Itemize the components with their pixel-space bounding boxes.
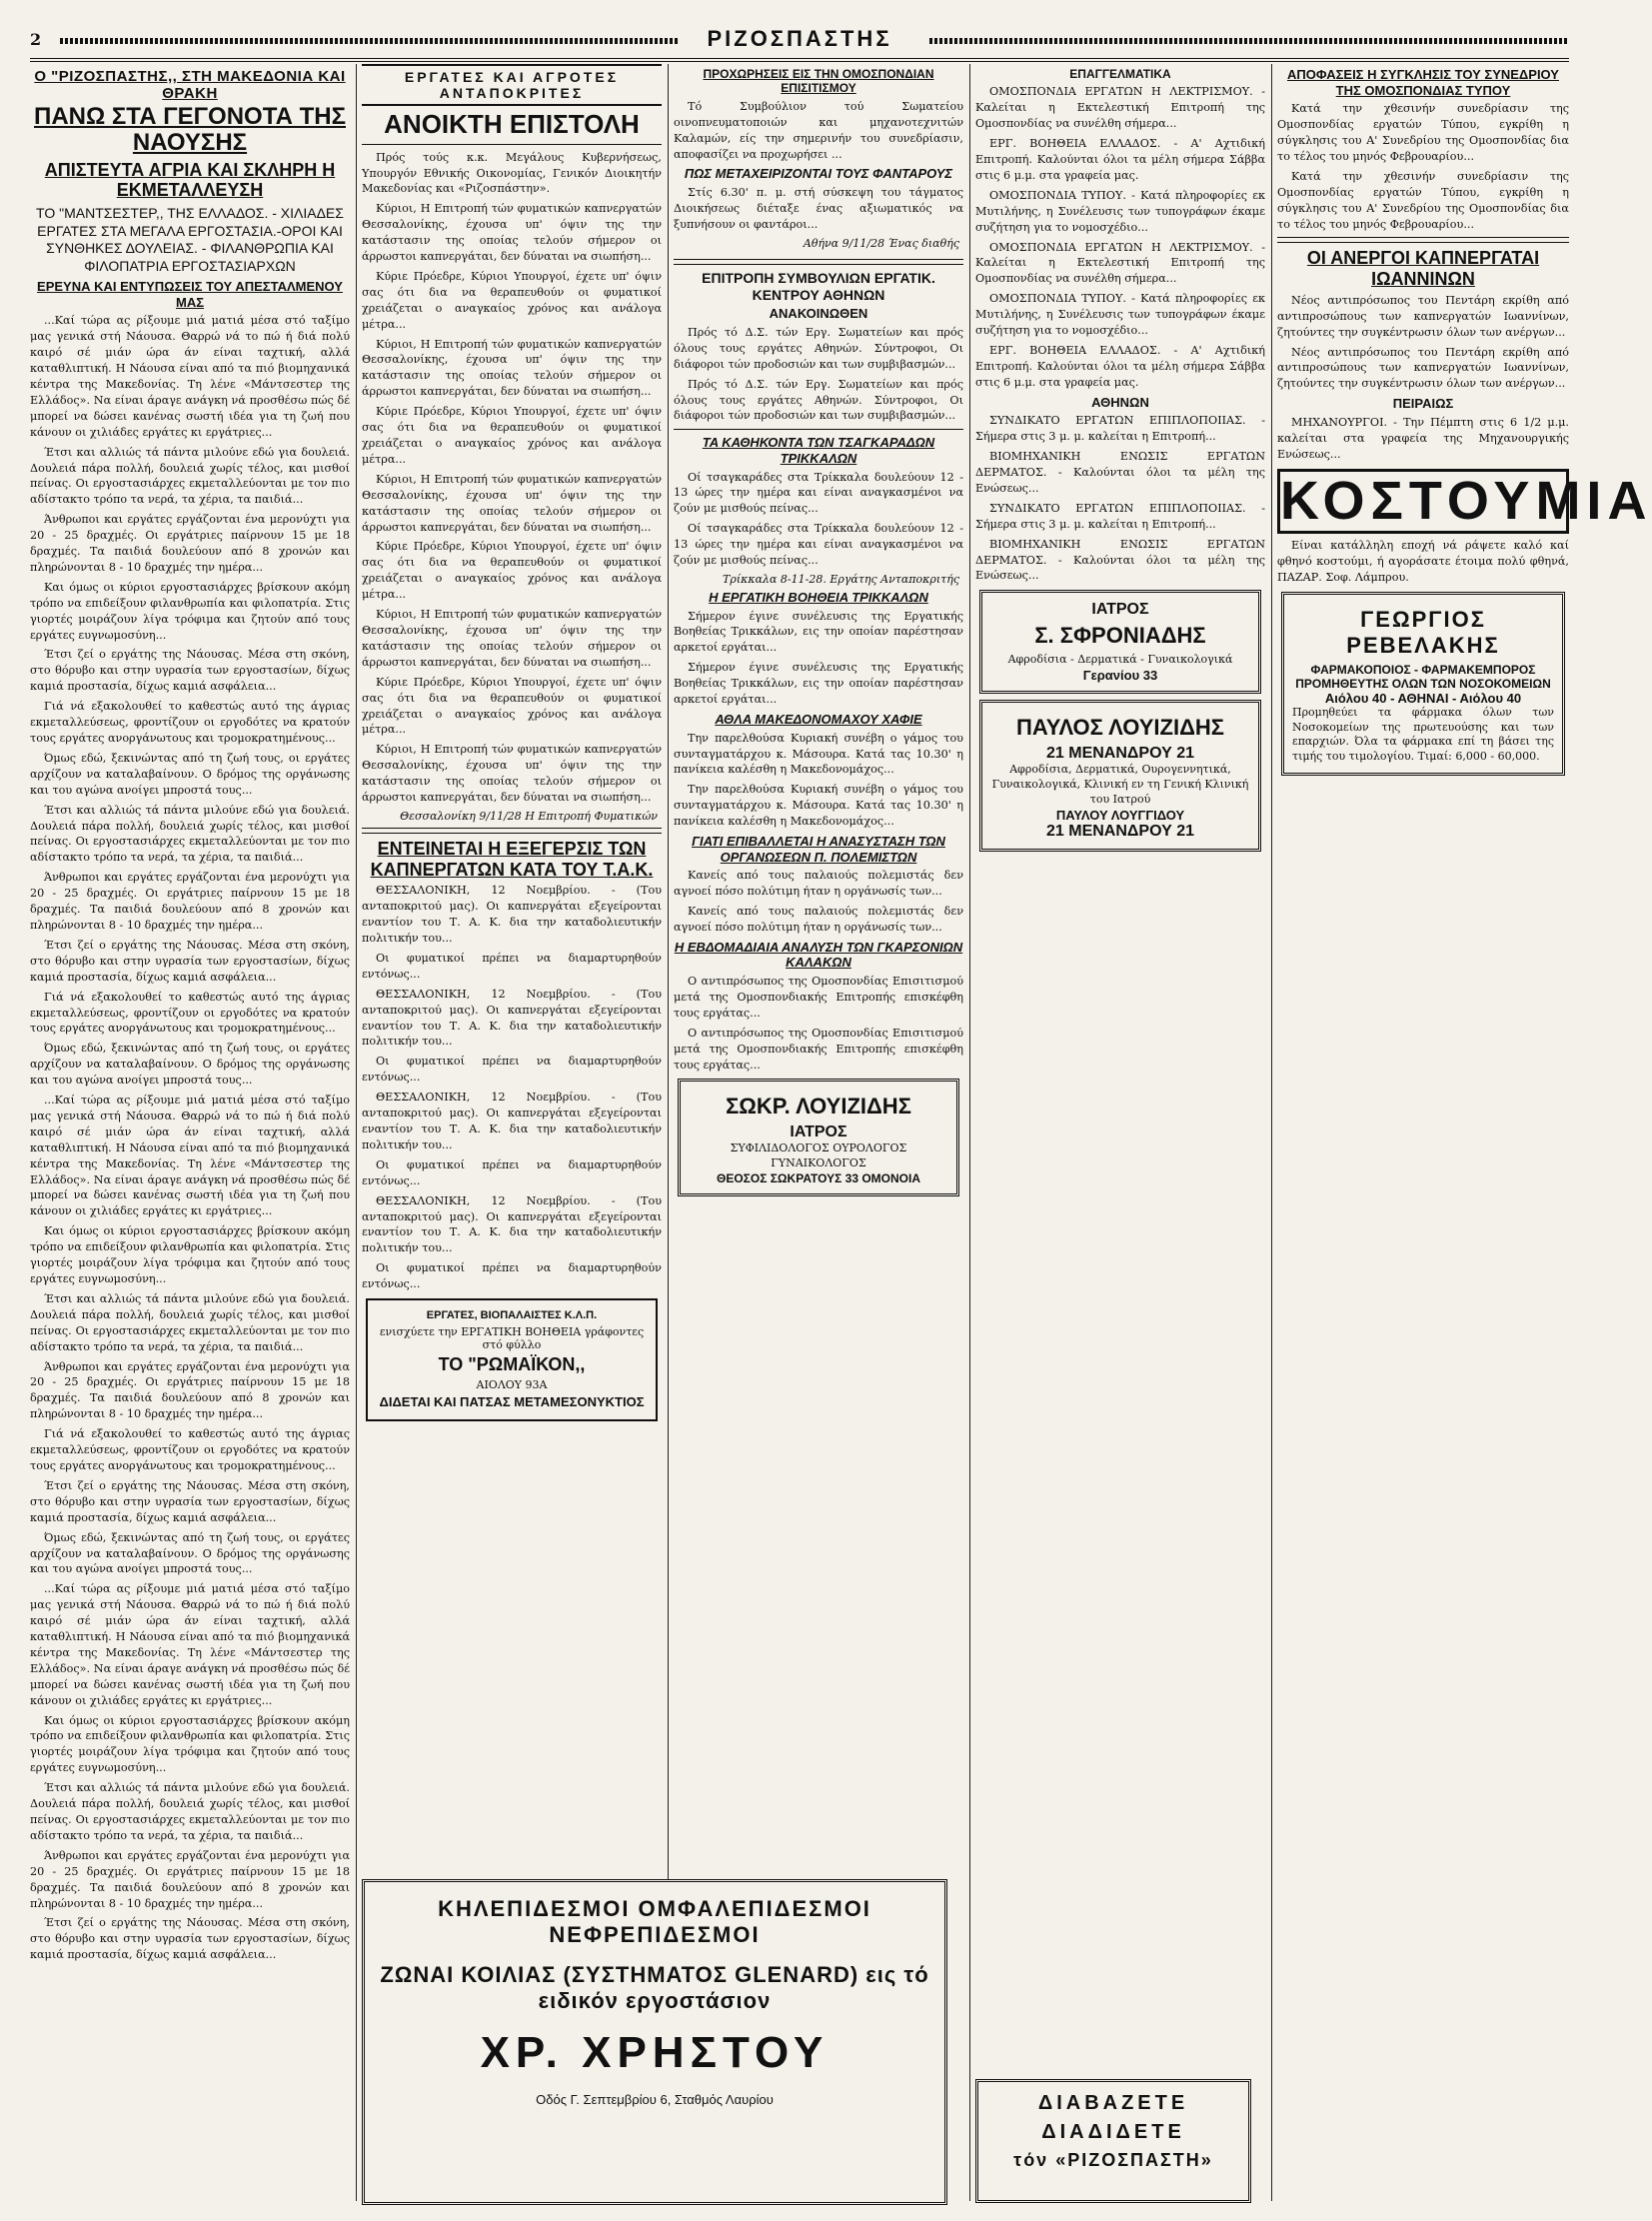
ad-line: τόν «ΡΙΖΟΣΠΑΣΤΗ» (1013, 2150, 1213, 2170)
paragraph: Τό Συμβούλιον τού Σωματείου οινοπνευματοποιών και μηχανοτεχνιτών Καλαμών, είς την σημερινήν του συνεδρίασιν, αποφασίζει να προχωρήσει ... (674, 99, 963, 161)
paragraph: Έτσι και αλλιώς τά πάντα μιλούνε εδώ για δουλειά. Δουλειά πάρα πολλή, δουλειά χωρίς τέλος, και μισθοί πείνας. Οι εργοστασιάρχες εκμεταλλεύονται με τον πιο αδίστακτο τρόπο τα νερά, τα χέρια, τα παιδιά... (30, 1781, 350, 1842)
headline-committee: ΕΠΙΤΡΟΠΗ ΣΥΜΒΟΥΛΙΩΝ ΕΡΓΑΤΙΚ. ΚΕΝΤΡΟΥ ΑΘΗΝΩΝ (702, 269, 935, 303)
paragraph: Έτσι και αλλιώς τά πάντα μιλούνε εδώ για δουλειά. Δουλειά πάρα πολλή, δουλειά χωρίς τέλος, και μισθοί πείνας. Οι εργοστασιάρχες εκμεταλλεύονται με τον πιο αδίστακτο τρόπο τα νερά, τα χέρια, τα παιδιά... (30, 803, 350, 865)
paragraph: ...Καί τώρα ας ρίξουμε μιά ματιά μέσα στό ταξίμο μας γενικά στή Νάουσα. Θαρρώ νά το πώ ή διά πολύ καιρό σέ μιάν ώρα άν είναι ταχτική, αλλά καταθλιπτική. Η Νάουσα είναι από τα πιό βιομηχανικά κέντρα της Μακεδονίας. Τη λένε «Μάντσεστερ της Ελλάδος». Να είναι άραγε ανάγκη νά προσθέσω πώς δέ μπορεί να δώσει κανένας σωστή ιδέα για τη ζωή που κάνουν οι χιλιάδες εργάτες κι εργάτριες... (30, 314, 350, 439)
paragraph: ΣΥΝΔΙΚΑΤΟ ΕΡΓΑΤΩΝ ΕΠΙΠΛΟΠΟΙΙΑΣ. - Σήμερα στις 3 μ. μ. καλείται η Επιτροπή... (975, 414, 1265, 444)
ad-sfroniadis (979, 590, 1261, 694)
ad-name: ΣΩΚΡ. ΛΟΥΙΖΙΔΗΣ (726, 1094, 911, 1119)
paragraph: ΟΜΟΣΠΟΝΔΙΑ ΤΥΠΟΥ. - Κατά πληροφορίες εκ Μυτιλήνης, η Συνέλευσις των τυπογράφων έκαμε συζήτηση για το νομοσχέδιο... (975, 292, 1265, 338)
col3-top (674, 64, 963, 254)
paragraph: Και όμως οι κύριοι εργοστασιάρχες βρίσκουν ακόμη τρόπο να επιδείξουν φιλανθρωπία και φιλοπατρία. Στις γιορτές μοιράζουν λίγα τρόφιμα και ζητούν από τους εργάτες ευγνωμοσύνη... (30, 1224, 350, 1285)
paragraph: Άνθρωποι και εργάτες εργάζονται ένα μερονύχτι για 20 - 25 δραχμές. Οι εργάτριες παίρνουν 15 με 18 δραχμές. Τα παιδιά δουλεύουν από 8 χρονών και πληρώνονται 8 - 10 δραχμές την ημέρα... (30, 1359, 350, 1421)
col3-left (674, 64, 963, 254)
headline-polemistes: ΓΙΑΤΙ ΕΠΙΒΑΛΛΕΤΑΙ Η ΑΝΑΣΥΣΤΑΣΗ ΤΩΝ ΟΡΓΑΝΩΣΕΩΝ Π. ΠΟΛΕΜΙΣΤΩΝ (692, 834, 945, 865)
paragraph: Ο αντιπρόσωπος της Ομοσπονδίας Επισιτισμού μετά της Ομοσπονδιακής Επιτροπής επισκέφθη τους εργάτας... (674, 1026, 963, 1072)
section-peiraios: ΠΕΙΡΑΙΩΣ (1392, 396, 1454, 412)
signature: Θεσσαλονίκη 9/11/28 Η Επιτροπή Φυματικών (400, 809, 658, 823)
announcement-label: ΑΝΑΚΟΙΝΩΘΕΝ (769, 306, 868, 322)
section-kicker: Ο "ΡΙΖΟΣΠΑΣΤΗΣ,, ΣΤΗ ΜΑΚΕΔΟΝΙΑ ΚΑΙ ΘΡΑΚΗ (34, 68, 346, 102)
paragraph: ΘΕΣΣΑΛΟΝΙΚΗ, 12 Νοεμβρίου. - (Του ανταποκριτού μας). Οι καπνεργάται εξεγείρονται εναντίον του Τ. Α. Κ. δια την καταδολιευτικήν πολιτικήν του... (362, 1091, 662, 1151)
paragraph: Κύριε Πρόεδρε, Κύριοι Υπουργοί, έχετε υπ' όψιν σας ότι δια να θεραπευθούν οι φυματικοί χρειάζεται ο αναγκαίος χρόνος και ανάλογα μέτρα... (362, 269, 662, 331)
ad-read-rizospastis (975, 2079, 1251, 2203)
ad-specialties: Αφροδίσια, Δερματικά, Ουρογεννητικά, Γυναικολογικά, Κλινική εν τη Γενική Κλινική του Ιατρού (991, 763, 1249, 806)
paragraph: Άνθρωποι και εργάτες εργάζονται ένα μερονύχτι για 20 - 25 δραχμές. Οι εργάτριες παίρνουν 15 με 18 δραχμές. Τα παιδιά δουλεύουν από 8 χρονών και πληρώνονται 8 - 10 δραχμές την ημέρα... (30, 513, 350, 574)
column-1 (30, 64, 350, 2201)
headline-open-letter: ΑΝΟΙΚΤΗ ΕΠΙΣΤΟΛΗ (384, 109, 640, 139)
paragraph: Οι φυματικοί πρέπει να διαμαρτυρηθούν εντόνως... (362, 951, 662, 981)
paragraph: Όμως εδώ, ξεκινώντας από τη ζωή τους, οι εργάτες αρχίζουν να καταλαβαίνουν. Ο δρόμος της οργάνωσης και του αγώνα ανοίγει μπροστά τους... (30, 751, 350, 797)
paragraph: Γιά νά εξακολουθεί το καθεστώς αυτό της άγριας εκμεταλλεύσεως, φροντίζουν οι εργοδότες να κρατούν τους εργάτες ανοργάνωτους και τρομοκρατημένους... (30, 990, 350, 1036)
headline-vohtheia: Η ΕΡΓΑΤΙΚΗ ΒΟΗΘΕΙΑ ΤΡΙΚΚΑΛΩΝ (709, 589, 928, 605)
ad-products-2: ΖΩΝΑΙ ΚΟΙΛΙΑΣ (ΣΥΣΤΗΜΑΤΟΣ GLENARD) εις τό ειδικόν εργοστάσιον (380, 1962, 929, 2013)
headline-fantaroi: ΠΩΣ ΜΕΤΑΧΕΙΡΙΖΟΝΤΑΙ ΤΟΥΣ ΦΑΝΤΑΡΟΥΣ (684, 166, 953, 182)
ad-text: Προμηθεύει τα φάρμακα όλων των Νοσοκομείων της πρωτευούσης και των επαρχιών. Όλα τα φάρμακα επί τη βάσει της τιμής του τιμολογίου. Τιμαί: 6,000 - 60,000. (1292, 705, 1554, 764)
paragraph: Κύριοι, Η Επιτροπή τών φυματικών καπνεργατών Θεσσαλονίκης, έχουσα υπ' όψιν της την κατάστασιν της οποίας τελούν σήμερον οι άρρωστοι καπνεργάται, δεν δύναται να σιωπήση... (362, 743, 662, 805)
article-naousa (30, 313, 350, 1967)
subheadline: ΤΟ "ΜΑΝΤΣΕΣΤΕΡ,, ΤΗΣ ΕΛΛΑΔΟΣ. - ΧΙΛΙΑΔΕΣ ΕΡΓΑΤΕΣ ΣΤΑ ΜΕΓΑΛΑ ΕΡΓΟΣΤΑΣΙΑ.-ΟΡΟΙ ΚΑΙ ΣΥΝΘΗΚΕΣ ΔΟΥΛΕΙΑΣ. - ΦΙΛΑΝΘΡΩΠΙΑ ΚΑΙ ΦΙΛΟΠΑΤΡΙΑ ΕΡΓΟΣΤΑΣΙΑΡΧΩΝ (36, 205, 344, 274)
headline-anergoi: ΟΙ ΑΝΕΡΓΟΙ ΚΑΠΝΕΡΓΑΤΑΙ ΙΩΑΝΝΙΝΩΝ (1306, 248, 1540, 290)
ad-address: ΘΕΟΣΟΣ ΣΩΚΡΑΤΟΥΣ 33 ΟΜΟΝΟΙΑ (716, 1171, 920, 1186)
headline-hafie: ΑΘΛΑ ΜΑΚΕΔΟΝΟΜΑΧΟΥ ΧΑΦΙΕ (715, 712, 922, 727)
masthead-rule-right (929, 38, 1569, 44)
paragraph: ...Καί τώρα ας ρίξουμε μιά ματιά μέσα στό ταξίμο μας γενικά στή Νάουσα. Θαρρώ νά το πώ ή διά πολύ καιρό σέ μιάν ώρα άν είναι ταχτική, αλλά καταθλιπτική. Η Νάουσα είναι από τα πιό βιομηχανικά κέντρα της Μακεδονίας. Τη λένε «Μάντσεστερ της Ελλάδος». Να είναι άραγε ανάγκη νά προσθέσω πώς δέ μπορεί να δώσει κανένας σωστή ιδέα για τη ζωή που κάνουν οι χιλιάδες εργάτες κι εργάτριες... (30, 1094, 350, 1218)
ad-address: Οδός Γ. Σεπτεμβρίου 6, Σταθμός Λαυρίου (536, 2092, 774, 2107)
column-rule (1271, 64, 1272, 2201)
paragraph: Έτσι ζεί ο εργάτης της Νάουσας. Μέσα στη σκόνη, στο θόρυβο και στην υγρασία των εργοστασίων, δίχως καμιά προστασία, δίχως καμιά ασφάλεια... (30, 938, 350, 984)
paragraph: Σήμερον έγινε συνέλευσις της Εργατικής Βοηθείας Τρικκάλων, εις την οποίαν παρέστησαν αρκετοί εργάται... (674, 661, 963, 707)
paragraph: Οι φυματικοί πρέπει να διαμαρτυρηθούν εντόνως... (362, 1055, 662, 1085)
ad-name: ΠΑΥΛΟΣ ΛΟΥΙΖΙΔΗΣ (1016, 715, 1224, 741)
paragraph: ΜΗΧΑΝΟΥΡΓΟΙ. - Την Πέμπτη στις 6 1/2 μ.μ. καλείται στα γραφεία της Μηχανουργικής Ενώσεως... (1277, 415, 1569, 461)
signature: Αθήνα 9/11/28 Ένας διαθής (803, 236, 959, 250)
ad-line: ΔΙΑΒΑΖΕΤΕ (1037, 2092, 1189, 2114)
paragraph: Και όμως οι κύριοι εργοστασιάρχες βρίσκουν ακόμη τρόπο να επιδείξουν φιλανθρωπία και φιλοπατρία. Στις γιορτές μοιράζουν λίγα τρόφιμα και ζητούν από τους εργάτες ευγνωμοσύνη... (30, 1713, 350, 1775)
section-heading: ΕΡΕΥΝΑ ΚΑΙ ΕΝΤΥΠΩΣΕΙΣ ΤΟΥ ΑΠΕΣΤΑΛΜΕΝΟΥ ΜΑΣ (37, 279, 343, 310)
column-rule (969, 64, 970, 2201)
paragraph: Έτσι και αλλιώς τά πάντα μιλούνε εδώ για δουλειά. Δουλειά πάρα πολλή, δουλειά χωρίς τέλος, και μισθοί πείνας. Οι εργοστασιάρχες εκμεταλλεύονται με τον πιο αδίστακτο τρόπο τα νερά, τα χέρια, τα παιδιά... (30, 445, 350, 507)
ad-address-2: 21 ΜΕΝΑΝΔΡΟΥ 21 (1046, 822, 1194, 840)
headline-tak: ΕΝΤΕΙΝΕΤΑΙ Η ΕΞΕΓΕΡΣΙΣ ΤΩΝ ΚΑΠΝΕΡΓΑΤΩΝ ΚΑΤΑ ΤΟΥ Τ.Α.Κ. (370, 838, 654, 880)
ad-name: ΓΕΩΡΓΙΟΣ ΡΕΒΕΛΑΚΗΣ (1346, 606, 1500, 658)
paragraph: ΘΕΣΣΑΛΟΝΙΚΗ, 12 Νοεμβρίου. - (Του ανταποκριτού μας). Οι καπνεργάται εξεγείρονται εναντίον του Τ. Α. Κ. δια την καταδολιευτικήν πολιτικήν του... (362, 1193, 662, 1255)
column-4 (975, 64, 1265, 2201)
paragraph: Κανείς από τους παλαιούς πολεμιστάς δεν αγνοεί πόσο πολύτιμη ήταν η οργάνωσίς των... (674, 905, 963, 934)
paragraph: Οι φυματικοί πρέπει να διαμαρτυρηθούν εντόνως... (362, 1157, 662, 1187)
headline-exploitation: ΑΠΙΣΤΕΥΤΑ ΑΓΡΙΑ ΚΑΙ ΣΚΛΗΡΗ Η ΕΚΜΕΤΑΛΛΕΥΣΗ (44, 159, 336, 201)
masthead-rule-left (60, 38, 680, 44)
ad-pavlos-louizidis (979, 700, 1261, 852)
ad-address: Αιόλου 40 - ΑΘΗΝΑΙ - Αιόλου 40 (1324, 690, 1522, 706)
ad-supplier: ΠΡΟΜΗΘΕΥΤΗΣ ΟΛΩΝ ΤΩΝ ΝΟΣΟΚΟΜΕΙΩΝ (1295, 676, 1551, 691)
headline-omospondia: ΠΡΟΧΩΡΗΣΕΙΣ ΕΙΣ ΤΗΝ ΟΜΟΣΠΟΝΔΙΑΝ ΕΠΙΣΙΤΙΣΜΟΥ (703, 67, 934, 96)
ad-title: ΕΡΓΑΤΕΣ, ΒΙΟΠΑΛΑΙΣΤΕΣ Κ.Λ.Π. (426, 1309, 598, 1322)
paragraph: Πρός τό Δ.Σ. τών Εργ. Σωματείων και πρός όλους τους εργάτες Αθηνών. Σύντροφοι, Οι διάφοροι τών προδοσιών και των συμβιβασμών... (674, 377, 963, 423)
paragraph: ΟΜΟΣΠΟΝΔΙΑ ΤΥΠΟΥ. - Κατά πληροφορίες εκ Μυτιλήνης, η Συνέλευσις των τυπογράφων έκαμε συζήτηση για το νομοσχέδιο... (975, 188, 1265, 234)
paragraph: ΟΜΟΣΠΟΝΔΙΑ ΕΡΓΑΤΩΝ Η ΛΕΚΤΡΙΣΜΟΥ. - Καλείται η Εκτελεστική Επιτροπή της Ομοσπονδίας να συνέλθη σήμερα... (975, 85, 1265, 131)
paragraph: Κύριοι, Η Επιτροπή τών φυματικών καπνεργατών Θεσσαλονίκης, έχουσα υπ' όψιν της την κατάστασιν της οποίας τελούν σήμερον οι άρρωστοι καπνεργάται, δεν δύναται να σιωπήση... (362, 202, 662, 264)
paragraph: ΕΡΓ. ΒΟΗΘΕΙΑ ΕΛΛΑΔΟΣ. - Α' Αχτιδική Επιτροπή. Καλούνται όλοι τα μέλη σήμερα Σάββα στις 6 μ.μ. στα γραφεία μας. (975, 343, 1265, 389)
column-rule (356, 64, 357, 2201)
paragraph: Την παρελθούσα Κυριακή συνέβη ο γάμος του συνταγματάρχου κ. Μάσουρα. Κατά τας 10.30' η πανίκεια καλέσθη η Μακεδονομάχος... (674, 783, 963, 829)
paragraph: Κύριοι, Η Επιτροπή τών φυματικών καπνεργατών Θεσσαλονίκης, έχουσα υπ' όψιν της την κατάστασιν της οποίας τελούν σήμερον οι άρρωστοι καπνεργάται, δεν δύναται να σιωπήση... (362, 608, 662, 669)
paragraph: Άνθρωποι και εργάτες εργάζονται ένα μερονύχτι για 20 - 25 δραχμές. Οι εργάτριες παίρνουν 15 με 18 δραχμές. Τα παιδιά δουλεύουν από 8 χρονών και πληρώνονται 8 - 10 δραχμές την ημέρα... (30, 871, 350, 932)
ad-profession: ΙΑΤΡΟΣ (790, 1123, 847, 1141)
ad-specialties: ΣΥΦΙΛΙΔΟΛΟΓΟΣ ΟΥΡΟΛΟΓΟΣ ΓΥΝΑΙΚΟΛΟΓΟΣ (730, 1141, 907, 1170)
ad-text: ενισχύετε την ΕΡΓΑΤΙΚΗ ΒΟΗΘΕΙΑ γράφοντες στό φύλλο (379, 1325, 645, 1352)
ad-kostoumia-text: Είναι κατάλληλη εποχή νά ράψετε καλό καί φθηνό κοστούμι, ή αγοράσατε έτοιμα πολύ φθηνά, ΠΑΖΑΡ. Σοφ. Λάμπρου. (1277, 538, 1569, 584)
divider (362, 828, 662, 834)
paragraph: Την παρελθούσα Κυριακή συνέβη ο γάμος του συνταγματάρχου κ. Μάσουρα. Κατά τας 10.30' η πανίκεια καλέσθη η Μακεδονομάχος... (674, 731, 963, 777)
paragraph: Κανείς από τους παλαιούς πολεμιστάς δεν αγνοεί πόσο πολύτιμη ήταν η οργάνωσίς των... (674, 869, 963, 899)
headline-naousa: ΠΑΝΩ ΣΤΑ ΓΕΓΟΝΟΤΑ ΤΗΣ ΝΑΟΥΣΗΣ (34, 103, 346, 157)
ad-address: 21 ΜΕΝΑΝΔΡΟΥ 21 (1046, 745, 1194, 763)
headline-omospondia-epag: ΕΠΑΓΓΕΛΜΑΤΙΚΑ (1069, 67, 1171, 81)
divider (674, 429, 963, 430)
ad-footer: ΔΙΔΕΤΑΙ ΚΑΙ ΠΑΤΣΑΣ ΜΕΤΑΜΕΣΟΝΥΚΤΙΟΣ (379, 1393, 645, 1409)
headline-typos: ΑΠΟΦΑΣΕΙΣ Η ΣΥΓΚΛΗΣΙΣ ΤΟΥ ΣΥΝΕΔΡΙΟΥ ΤΗΣ ΟΜΟΣΠΟΝΔΙΑΣ ΤΥΠΟΥ (1287, 67, 1559, 98)
paragraph: ΒΙΟΜΗΧΑΝΙΚΗ ΕΝΩΣΙΣ ΕΡΓΑΤΩΝ ΔΕΡΜΑΤΟΣ. - Καλούνται όλοι τα μέλη της Ενώσεως... (975, 537, 1265, 583)
newspaper-name: ΡΙΖΟΣΠΑΣΤΗΣ (707, 26, 892, 51)
paragraph: Έτσι ζεί ο εργάτης της Νάουσας. Μέσα στη σκόνη, στο θόρυβο και στην υγρασία των εργοστασίων, δίχως καμιά προστασία, δίχως καμιά ασφάλεια... (30, 1916, 350, 1962)
paragraph: Σήμερον έγινε συνέλευσις της Εργατικής Βοηθείας Τρικκάλων, εις την οποίαν παρέστησαν αρκετοί εργάται... (674, 609, 963, 655)
ad-name: ΤΟ "ΡΩΜΑΪΚΟΝ,, (438, 1354, 586, 1375)
paragraph: Κύριοι, Η Επιτροπή τών φυματικών καπνεργατών Θεσσαλονίκης, έχουσα υπ' όψιν της την κατάστασιν της οποίας τελούν σήμερον οι άρρωστοι καπνεργάται, δεν δύναται να σιωπήση... (362, 337, 662, 399)
paragraph: Οί τσαγκαράδες στα Τρίκκαλα δουλεύουν 12 - 13 ώρες την ημέρα και είναι αναγκασμένοι να ζούν με μισθούς πείνας... (674, 522, 963, 568)
paragraph: ΘΕΣΣΑΛΟΝΙΚΗ, 12 Νοεμβρίου. - (Του ανταποκριτού μας). Οι καπνεργάται εξεγείρονται εναντίον του Τ. Α. Κ. δια την καταδολιευτικήν πολιτικήν του... (362, 987, 662, 1049)
ad-chr-christou (362, 1879, 947, 2205)
paragraph: Στίς 6.30' π. μ. στή σύσκεψη του τάγματος Διοικήσεως διέταξε ένας αξιωματικός να ξυπνήσουν οι φαντάροι... (674, 186, 963, 231)
paragraph: ΒΙΟΜΗΧΑΝΙΚΗ ΕΝΩΣΙΣ ΕΡΓΑΤΩΝ ΔΕΡΜΑΤΟΣ. - Καλούνται όλοι τα μέλη της Ενώσεως... (975, 450, 1265, 495)
paragraph: Κατά την χθεσινήν συνεδρίασιν της Ομοσπονδίας εργατών Τύπου, εγκρίθη η σύγκλησις του Α' Συνεδρίου της Ομοσπονδίας δια το τέλος του μηνός Φεβρουαρίου... (1277, 169, 1569, 231)
ad-specialties: Αφροδίσια - Δερματικά - Γυναικολογικά (1007, 653, 1233, 667)
headline-tsagkaraides: ΤΑ ΚΑΘΗΚΟΝΤΑ ΤΩΝ ΤΣΑΓΚΑΡΑΔΩΝ ΤΡΙΚΚΑΛΩΝ (702, 435, 935, 466)
paragraph: Οι φυματικοί πρέπει να διαμαρτυρηθούν εντόνως... (362, 1261, 662, 1291)
masthead (30, 18, 1569, 62)
paragraph: Κύριε Πρόεδρε, Κύριοι Υπουργοί, έχετε υπ' όψιν σας ότι δια να θεραπευθούν οι φυματικοί χρειάζεται ο αναγκαίος χρόνος και ανάλογα μέτρα... (362, 405, 662, 466)
paragraph: ΟΜΟΣΠΟΝΔΙΑ ΕΡΓΑΤΩΝ Η ΛΕΚΤΡΙΣΜΟΥ. - Καλείται η Εκτελεστική Επιτροπή της Ομοσπονδίας να συνέλθη σήμερα... (975, 240, 1265, 286)
divider (1277, 237, 1569, 243)
correspondents-banner: ΕΡΓΑΤΕΣ ΚΑΙ ΑΓΡΟΤΕΣ ΑΝΤΑΠΟΚΡΙΤΕΣ (362, 64, 662, 106)
paragraph: Άνθρωποι και εργάτες εργάζονται ένα μερονύχτι για 20 - 25 δραχμές. Οι εργάτριες παίρνουν 15 με 18 δραχμές. Τα παιδιά δουλεύουν από 8 χρονών και πληρώνονται 8 - 10 δραχμές την ημέρα... (30, 1848, 350, 1910)
paragraph: Πρός τούς κ.κ. Μεγάλους Κυβερνήσεως, Υπουργόν Εθνικής Οικονομίας, Γενικόν Διοικητήν Μακεδονίας και «Ριζοσπάστην». (362, 150, 662, 196)
paragraph: Κύριε Πρόεδρε, Κύριοι Υπουργοί, έχετε υπ' όψιν σας ότι δια να θεραπευθούν οι φυματικοί χρειάζεται ο αναγκαίος χρόνος και ανάλογα μέτρα... (362, 540, 662, 602)
ad-revelakis (1281, 592, 1565, 776)
divider (362, 144, 662, 145)
paragraph: Γιά νά εξακολουθεί το καθεστώς αυτό της άγριας εκμεταλλεύσεως, φροντίζουν οι εργοδότες να κρατούν τους εργάτες ανοργάνωτους και τρομοκρατημένους... (30, 700, 350, 745)
paragraph: Έτσι και αλλιώς τά πάντα μιλούνε εδώ για δουλειά. Δουλειά πάρα πολλή, δουλειά χωρίς τέλος, και μισθοί πείνας. Οι εργοστασιάρχες εκμεταλλεύονται με τον πιο αδίστακτο τρόπο τα νερά, τα χέρια, τα παιδιά... (30, 1291, 350, 1353)
ad-name: Σ. ΣΦΡΟΝΙΑΔΗΣ (1034, 623, 1206, 649)
paragraph: Νέος αντιπρόσωπος του Πεντάρη εκρίθη από αντιπροσώπους των καπνεργατών Ιωαννίνων, ζητούντες την συγκέντρωσιν όλων των ανέργων... (1277, 293, 1569, 339)
ad-line: ΔΙΑΔΙΔΕΤΕ (1041, 2121, 1185, 2143)
ad-products: ΚΗΛΕΠΙΔΕΣΜΟΙ ΟΜΦΑΛΕΠΙΔΕΣΜΟΙ ΝΕΦΡΕΠΙΔΕΣΜΟΙ (438, 1896, 871, 1947)
ad-profession: ΦΑΡΜΑΚΟΠΟΙΟΣ - ΦΑΡΜΑΚΕΜΠΟΡΟΣ (1310, 662, 1536, 677)
paragraph: Έτσι ζεί ο εργάτης της Νάουσας. Μέσα στη σκόνη, στο θόρυβο και στην υγρασία των εργοστασίων, δίχως καμιά προστασία, δίχως καμιά ασφάλεια... (30, 1478, 350, 1524)
signature: Τρίκκαλα 8-11-28. Εργάτης Ανταποκριτής (723, 572, 959, 586)
paragraph: Έτσι ζεί ο εργάτης της Νάουσας. Μέσα στη σκόνη, στο θόρυβο και στην υγρασία των εργοστασίων, δίχως καμιά προστασία, δίχως καμιά ασφάλεια... (30, 648, 350, 694)
paragraph: Νέος αντιπρόσωπος του Πεντάρη εκρίθη από αντιπροσώπους των καπνεργατών Ιωαννίνων, ζητούντες την συγκέντρωσιν όλων των ανέργων... (1277, 345, 1569, 391)
paragraph: Γιά νά εξακολουθεί το καθεστώς αυτό της άγριας εκμεταλλεύσεως, φροντίζουν οι εργοδότες να κρατούν τους εργάτες ανοργάνωτους και τρομοκρατημένους... (30, 1427, 350, 1472)
paragraph: ΘΕΣΣΑΛΟΝΙΚΗ, 12 Νοεμβρίου. - (Του ανταποκριτού μας). Οι καπνεργάται εξεγείρονται εναντίον του Τ. Α. Κ. δια την καταδολιευτικήν πολιτικήν του... (362, 884, 662, 946)
paragraph: ...Καί τώρα ας ρίξουμε μιά ματιά μέσα στό ταξίμο μας γενικά στή Νάουσα. Θαρρώ νά το πώ ή διά πολύ καιρό σέ μιάν ώρα άν είναι ταχτική, αλλά καταθλιπτική. Η Νάουσα είναι από τα πιό βιομηχανικά κέντρα της Μακεδονίας. Τη λένε «Μάντσεστερ της Ελλάδος». Να είναι άραγε ανάγκη νά προσθέσω πώς δέ μπορεί να δώσει κανένας σωστή ιδέα για τη ζωή που κάνουν οι χιλιάδες εργάτες κι εργάτριες... (30, 1582, 350, 1707)
paragraph: Όμως εδώ, ξεκινώντας από τη ζωή τους, οι εργάτες αρχίζουν να καταλαβαίνουν. Ο δρόμος της οργάνωσης και του αγώνα ανοίγει μπροστά τους... (30, 1042, 350, 1088)
ad-profession: ΙΑΤΡΟΣ (1091, 601, 1149, 619)
paragraph: Κύριε Πρόεδρε, Κύριοι Υπουργοί, έχετε υπ' όψιν σας ότι δια να θεραπευθούν οι φυματικοί χρειάζεται ο αναγκαίος χρόνος και ανάλογα μέτρα... (362, 675, 662, 737)
ad-clinic: ΠΑΥΛΟΥ ΛΟΥΓΓΙΔΟΥ (1055, 807, 1185, 823)
divider (674, 259, 963, 265)
ad-sokr-louizidis (678, 1079, 959, 1196)
paragraph: Και όμως οι κύριοι εργοστασιάρχες βρίσκουν ακόμη τρόπο να επιδείξουν φιλανθρωπία και φιλοπατρία. Στις γιορτές μοιράζουν λίγα τρόφιμα και ζητούν από τους εργάτες ευγνωμοσύνη... (30, 580, 350, 642)
paragraph: ΕΡΓ. ΒΟΗΘΕΙΑ ΕΛΛΑΔΟΣ. - Α' Αχτιδική Επιτροπή. Καλούνται όλοι τα μέλη σήμερα Σάββα στις 6 μ.μ. στα γραφεία μας. (975, 137, 1265, 182)
ad-romaikon (366, 1298, 658, 1420)
article-column-a (30, 313, 350, 1967)
section-athinon: ΑΘΗΝΩΝ (1091, 394, 1149, 410)
paragraph: Κατά την χθεσινήν συνεδρίασιν της Ομοσπονδίας εργατών Τύπου, εγκρίθη η σύγκλησις του Α' Συνεδρίου της Ομοσπονδίας δια το τέλος του μηνός Φεβρουαρίου... (1277, 102, 1569, 163)
column-5 (1277, 64, 1652, 2201)
ad-address: Γερανίου 33 (1082, 668, 1158, 684)
paragraph: Ο αντιπρόσωπος της Ομοσπονδίας Επισιτισμού μετά της Ομοσπονδιακής Επιτροπής επισκέφθη τους εργάτας... (674, 975, 963, 1020)
paragraph: Κύριοι, Η Επιτροπή τών φυματικών καπνεργατών Θεσσαλονίκης, έχουσα υπ' όψιν της την κατάστασιν της οποίας τελούν σήμερον οι άρρωστοι καπνεργάται, δεν δύναται να σιωπήση... (362, 472, 662, 534)
headline-garsonia: Η ΕΒΔΟΜΑΔΙΑΙΑ ΑΝΑΛΥΣΗ ΤΩΝ ΓΚΑΡΣΟΝΙΩΝ ΚΑΛΑΚΩΝ (674, 939, 963, 971)
paragraph: Οί τσαγκαράδες στα Τρίκκαλα δουλεύουν 12 - 13 ώρες την ημέρα και είναι αναγκασμένοι να ζούν με μισθούς πείνας... (674, 470, 963, 516)
ad-kostoumia-title: ΚΟΣΤΟΥΜΙΑ (1277, 469, 1569, 534)
paragraph: ΣΥΝΔΙΚΑΤΟ ΕΡΓΑΤΩΝ ΕΠΙΠΛΟΠΟΙΙΑΣ. - Σήμερα στις 3 μ. μ. καλείται η Επιτροπή... (975, 501, 1265, 531)
ad-company: ΧΡ. ΧΡΗΣΤΟΥ (480, 2028, 829, 2077)
paragraph: Όμως εδώ, ξεκινώντας από τη ζωή τους, οι εργάτες αρχίζουν να καταλαβαίνουν. Ο δρόμος της οργάνωσης και του αγώνα ανοίγει μπροστά τους... (30, 1530, 350, 1576)
ad-address: ΑΙΟΛΟΥ 93Α (476, 1377, 548, 1391)
paragraph: Πρός τό Δ.Σ. τών Εργ. Σωματείων και πρός όλους τους εργάτες Αθηνών. Σύντροφοι, Οι διάφοροι τών προδοσιών και των συμβιβασμών... (674, 325, 963, 371)
page-number: 2 (30, 30, 42, 49)
